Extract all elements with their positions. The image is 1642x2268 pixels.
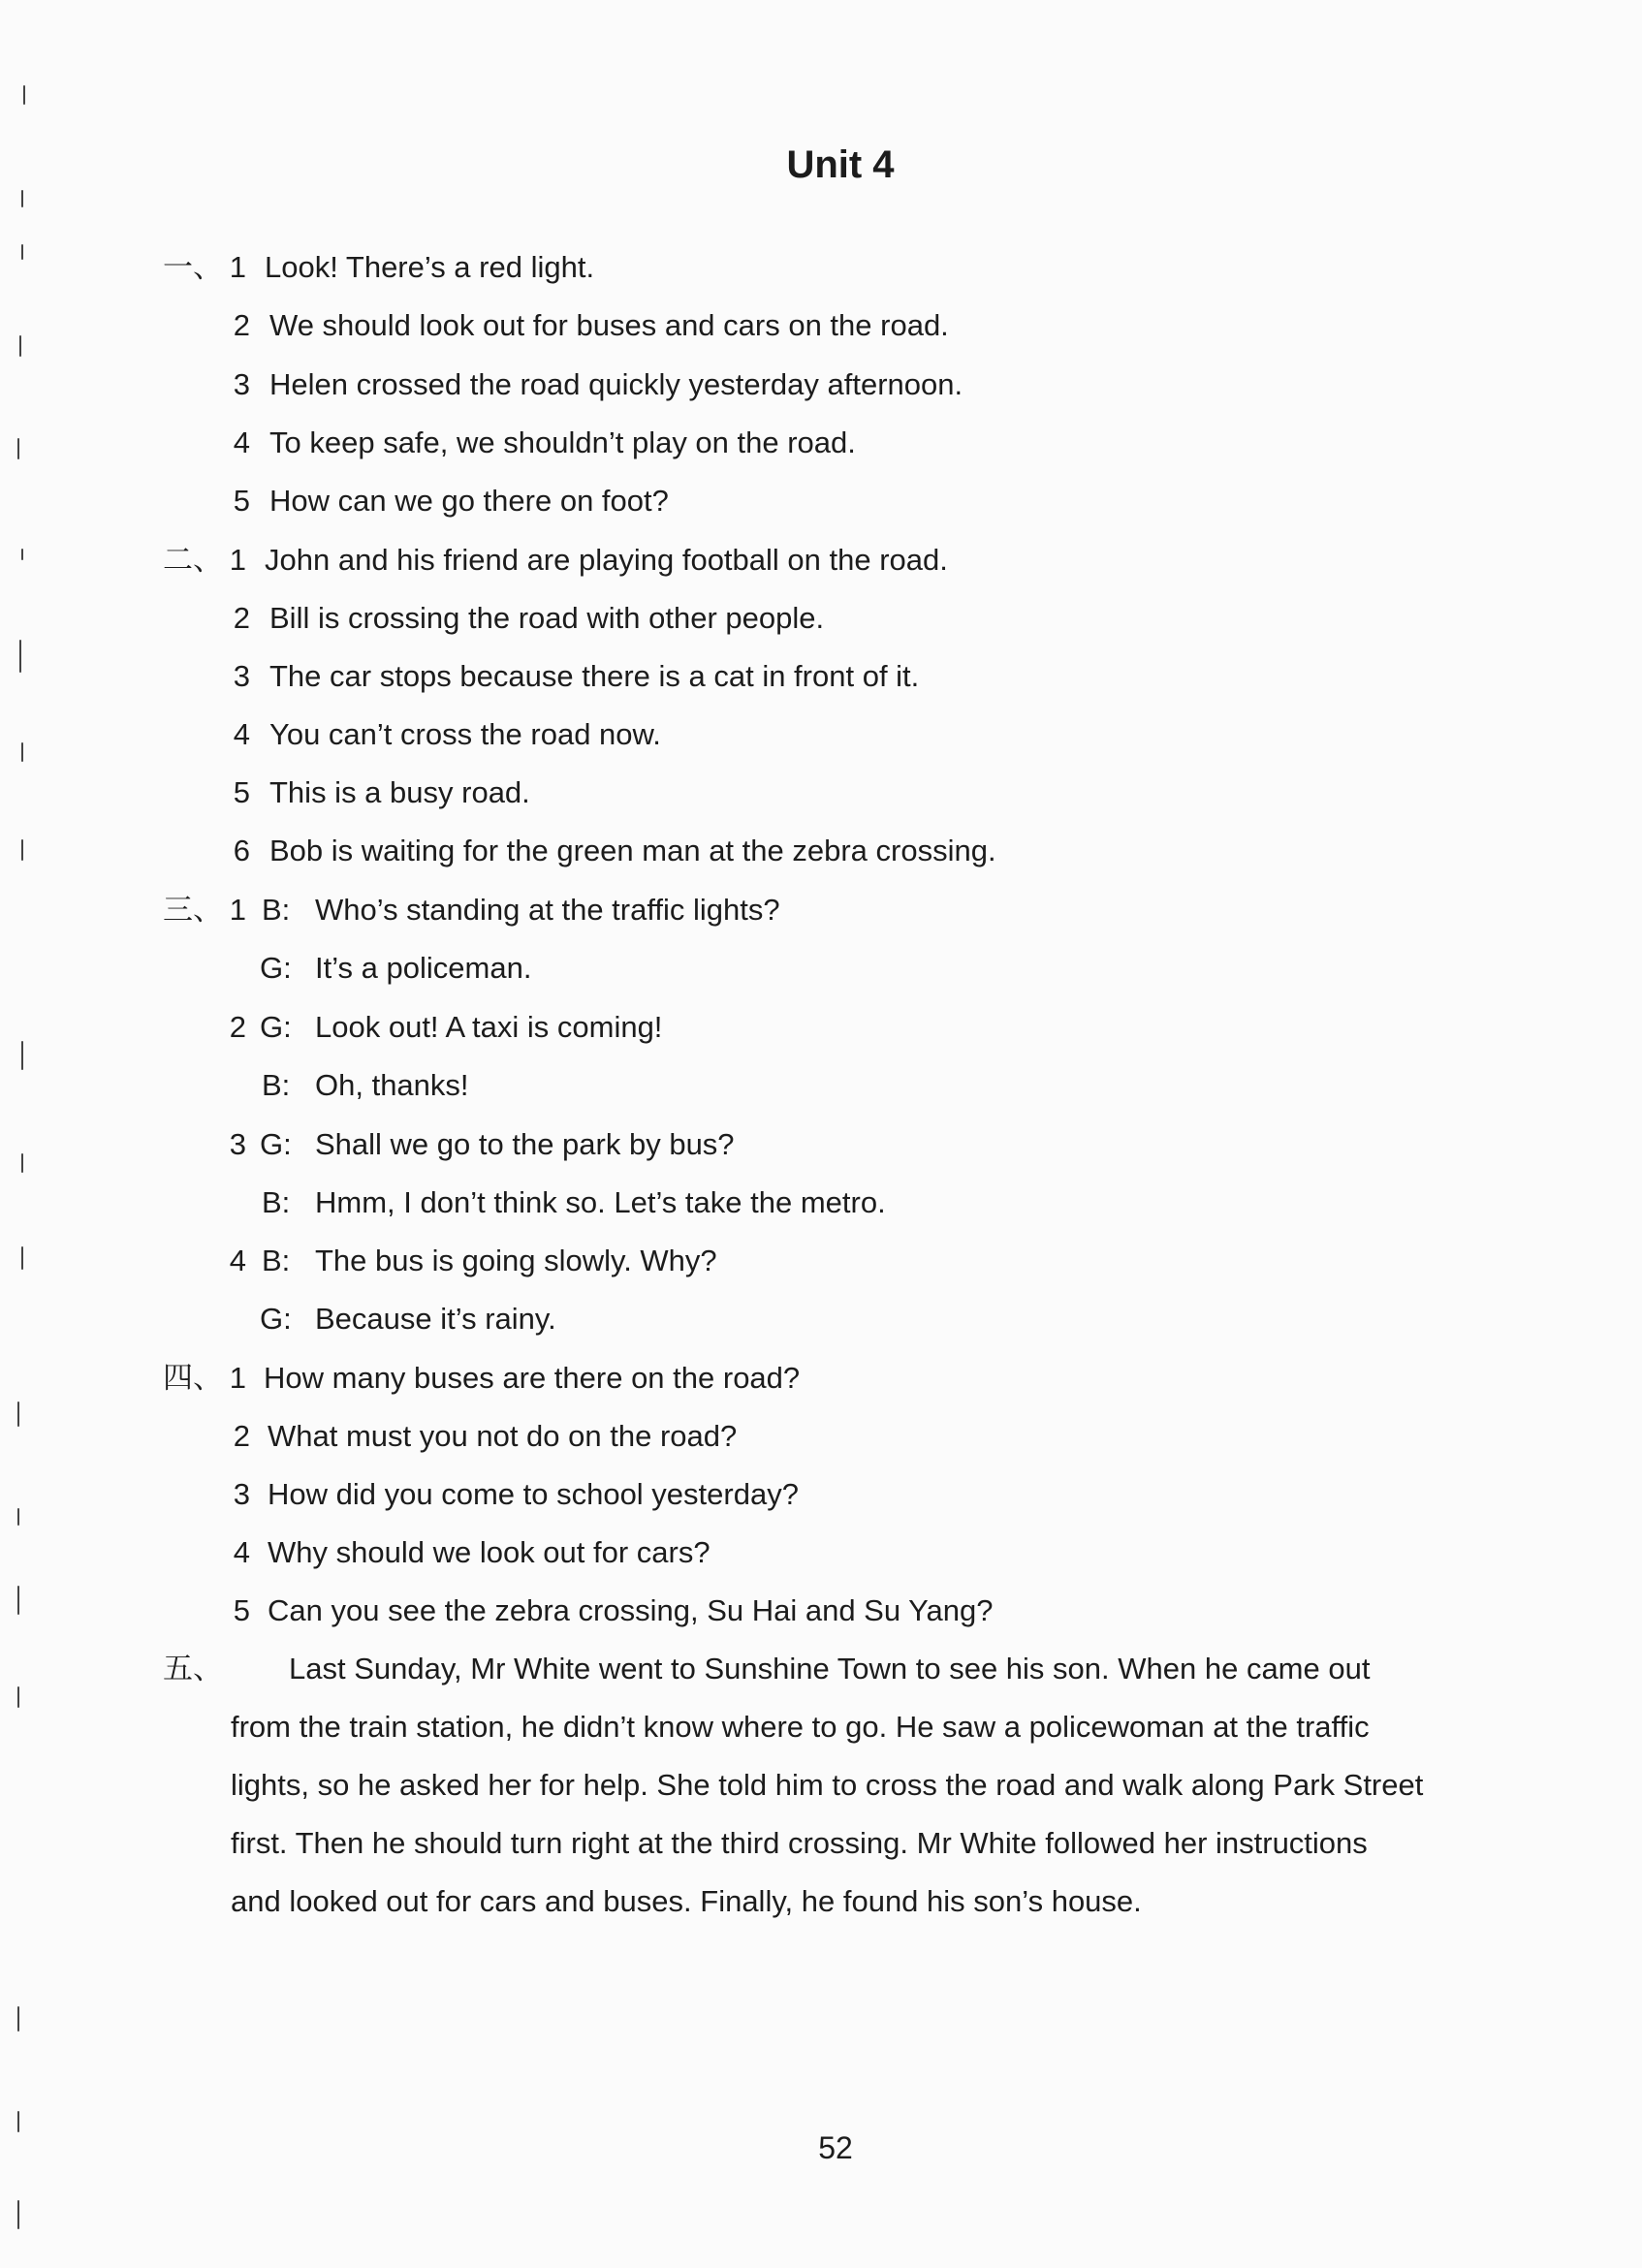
speaker-label: B: <box>262 1068 291 1102</box>
dialogue-number: 4 <box>229 1244 246 1277</box>
dialogue-text: It’s a policeman. <box>315 951 532 985</box>
section-2-marker: 二、 <box>163 543 223 578</box>
speaker-label: G: <box>260 1010 292 1044</box>
item-number: 4 <box>233 1535 250 1569</box>
item-text: What must you not do on the road? <box>268 1419 738 1453</box>
dialogue-number: 3 <box>229 1127 246 1161</box>
item-text: John and his friend are playing football on the road. <box>265 543 948 577</box>
item-text: Bob is waiting for the green man at the zebra crossing. <box>269 834 996 867</box>
item-text: Bill is crossing the road with other people. <box>269 601 825 635</box>
dialogue-text: Because it’s rainy. <box>315 1302 556 1336</box>
item-number: 1 <box>229 1361 246 1395</box>
unit-title: Unit 4 <box>786 143 895 186</box>
passage-line: and looked out for cars and buses. Finally, he found his son’s house. <box>231 1884 1142 1918</box>
item-text: How can we go there on foot? <box>269 484 669 518</box>
dialogue-text: Shall we go to the park by bus? <box>315 1127 735 1161</box>
item-text: To keep safe, we shouldn’t play on the road. <box>269 425 856 459</box>
item-number: 5 <box>233 484 250 518</box>
passage-line: first. Then he should turn right at the third crossing. Mr White followed her instructions <box>231 1826 1368 1860</box>
item-number: 6 <box>233 834 250 867</box>
section-5-marker: 五、 <box>163 1652 223 1686</box>
item-number: 4 <box>233 425 250 459</box>
speaker-label: B: <box>262 893 291 927</box>
passage-line: from the train station, he didn’t know where to go. He saw a policewoman at the traffic <box>231 1710 1370 1744</box>
item-number: 4 <box>233 717 250 751</box>
passage-line-text: Last Sunday, Mr White went to Sunshine Town to see his son. When he came out <box>289 1652 1371 1685</box>
item-number: 3 <box>233 659 250 693</box>
speaker-label: B: <box>262 1185 291 1219</box>
item-number: 1 <box>229 543 246 577</box>
item-text: Look! There’s a red light. <box>265 250 595 284</box>
reading-passage <box>231 1640 1539 1931</box>
passage-line: lights, so he asked her for help. She told him to cross the road and walk along Park Street <box>231 1768 1424 1802</box>
item-number: 5 <box>233 775 250 809</box>
section-3-marker: 三、 <box>163 893 223 928</box>
item-text: The car stops because there is a cat in front of it. <box>269 659 920 693</box>
item-text: Helen crossed the road quickly yesterday afternoon. <box>269 367 963 401</box>
dialogue-number: 1 <box>229 893 246 927</box>
item-text: How many buses are there on the road? <box>264 1361 801 1395</box>
dialogue-text: The bus is going slowly. Why? <box>315 1244 717 1277</box>
item-number: 3 <box>233 1477 250 1511</box>
item-text: This is a busy road. <box>269 775 530 809</box>
speaker-label: G: <box>260 1302 292 1336</box>
item-number: 5 <box>233 1593 250 1627</box>
item-text: We should look out for buses and cars on the road. <box>269 308 949 342</box>
speaker-label: G: <box>260 1127 292 1161</box>
dialogue-text: Who’s standing at the traffic lights? <box>315 893 780 927</box>
item-text: How did you come to school yesterday? <box>268 1477 799 1511</box>
passage-line <box>231 1640 1539 1698</box>
item-text: You can’t cross the road now. <box>269 717 661 751</box>
item-number: 3 <box>233 367 250 401</box>
dialogue-text: Oh, thanks! <box>315 1068 469 1102</box>
dialogue-number: 2 <box>229 1010 246 1044</box>
item-number: 1 <box>229 250 246 284</box>
item-number: 2 <box>233 601 250 635</box>
section-4-marker: 四、 <box>163 1361 223 1396</box>
speaker-label: G: <box>260 951 292 985</box>
speaker-label: B: <box>262 1244 291 1277</box>
item-text: Why should we look out for cars? <box>268 1535 710 1569</box>
item-number: 2 <box>233 1419 250 1453</box>
binding-margin-marks <box>0 0 39 2268</box>
item-text: Can you see the zebra crossing, Su Hai and Su Yang? <box>268 1593 994 1627</box>
section-1-marker: 一、 <box>163 250 223 285</box>
page-number: 52 <box>818 2130 853 2165</box>
dialogue-text: Look out! A taxi is coming! <box>315 1010 663 1044</box>
item-number: 2 <box>233 308 250 342</box>
dialogue-text: Hmm, I don’t think so. Let’s take the metro. <box>315 1185 886 1219</box>
